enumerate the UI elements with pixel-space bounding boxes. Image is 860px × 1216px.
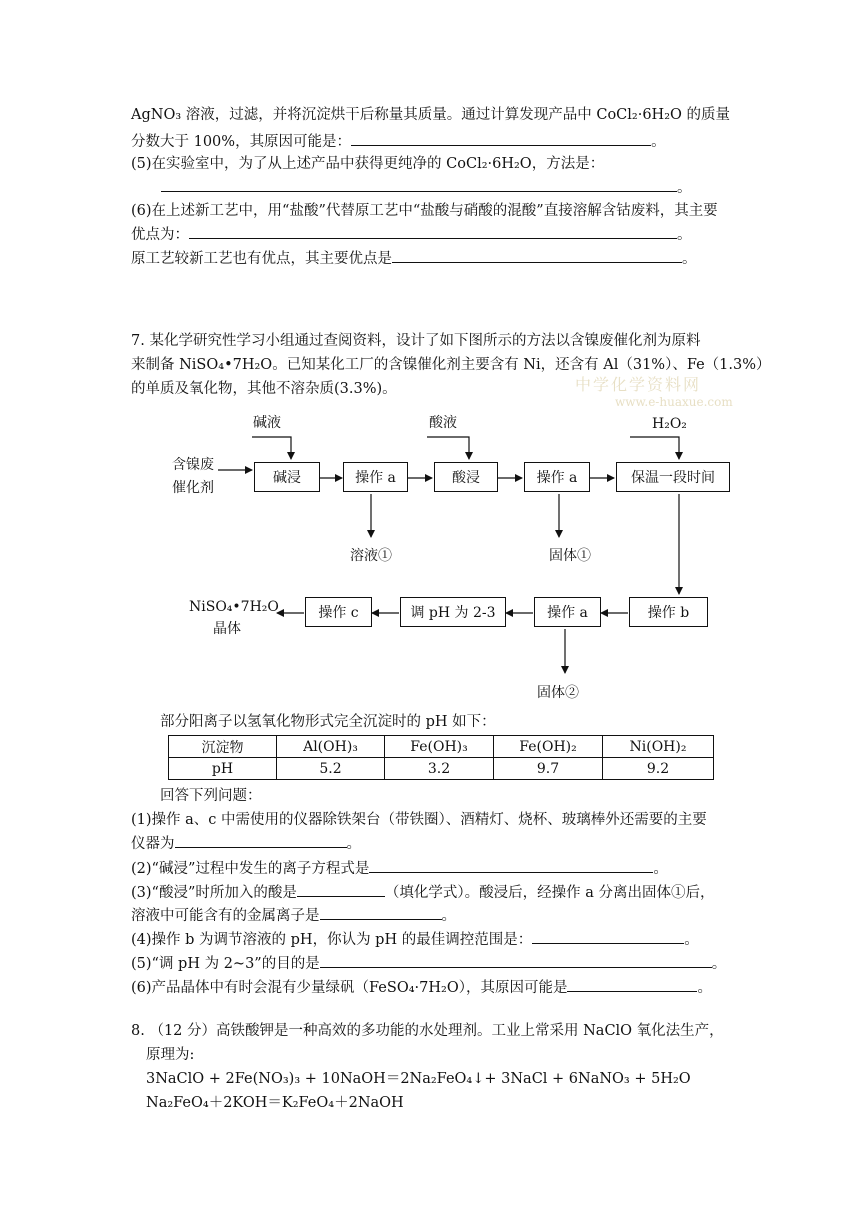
q8-equation-2: Na₂FeO₄＋2KOH＝K₂FeO₄＋2NaOH	[146, 1095, 404, 1111]
period: 。	[682, 251, 697, 267]
q6-line1: AgNO₃ 溶液，过滤，并将沉淀烘干后称量其质量。通过计算发现产品中 CoCl₂·6H₂O 的质量	[131, 107, 731, 123]
q7-sub1-line2	[131, 833, 361, 854]
table-row	[169, 758, 714, 780]
label-h2o2-input: H₂O₂	[652, 416, 687, 432]
label-solid-2: 固体②	[537, 685, 579, 701]
period: 。	[697, 980, 712, 996]
q7-answer-blank-3b[interactable]	[320, 905, 442, 920]
q7-intro-line3: 的单质及氧化物，其他不溶杂质(3.3%)。	[131, 381, 397, 397]
q7-sub6-text: (6)产品晶体中有时会混有少量绿矾（FeSO₄·7H₂O），其原因可能是	[131, 980, 568, 996]
label-product-1: NiSO₄•7H₂O	[189, 599, 279, 615]
q6-line2-text: 分数大于 100%，其原因可能是：	[131, 134, 352, 150]
q7-answer-blank-3a[interactable]	[297, 882, 385, 897]
table-header-cell: 沉淀物	[169, 736, 277, 758]
q7-sub6	[131, 977, 712, 998]
step-operation-c: 操作 c	[305, 597, 372, 627]
label-acid-input: 酸液	[429, 415, 457, 431]
period: 。	[651, 134, 666, 150]
q7-sub3-line2	[131, 905, 456, 926]
q7-sub3-line2-text: 溶液中可能含有的金属离子是	[131, 908, 320, 924]
q7-answer-blank-1[interactable]	[175, 833, 347, 848]
period: 。	[711, 956, 727, 972]
q7-sub2	[131, 858, 668, 879]
q7-sub3-middle: （填化学式）。酸浸后，经操作 a 分离出固体①后，	[384, 885, 715, 901]
table-cell: 3.2	[385, 758, 494, 780]
q7-sub1-line1: (1)操作 a、c 中需使用的仪器除铁架台（带铁圈）、酒精灯、烧杯、玻璃棒外还需要的主要	[131, 812, 707, 828]
q7-answer-blank-5[interactable]	[320, 953, 712, 968]
period: 。	[346, 836, 361, 852]
q7-sub1-text: 仪器为	[131, 836, 175, 852]
period: 。	[677, 227, 692, 243]
step-operation-a-2: 操作 a	[524, 462, 590, 492]
table-header-cell: Fe(OH)₃	[385, 736, 494, 758]
q6-line7-text: 原工艺较新工艺也有优点，其主要优点是	[131, 251, 392, 267]
q7-sub3	[131, 882, 715, 903]
q8-equation-1: 3NaClO + 2Fe(NO₃)₃ + 10NaOH＝2Na₂FeO₄↓+ 3NaCl + 6NaNO₃ + 5H₂O	[146, 1071, 691, 1087]
table-header-row	[169, 736, 714, 758]
label-start-material-1: 含镍废	[172, 457, 214, 473]
q7-sub2-text: (2)“碱浸”过程中发生的离子方程式是	[131, 861, 370, 877]
answer-prompt: 回答下列问题：	[160, 788, 262, 804]
table-cell: 5.2	[277, 758, 385, 780]
step-operation-b: 操作 b	[629, 597, 708, 627]
period: 。	[684, 932, 699, 948]
q6-line6-text: 优点为：	[131, 227, 189, 243]
q6-line5: (6)在上述新工艺中，用“盐酸”代替原工艺中“盐酸与硝酸的混酸”直接溶解含钴废料，其主要	[131, 203, 718, 219]
q7-sub5-text: (5)“调 pH 为 2~3”的目的是	[131, 956, 320, 972]
label-product-2: 晶体	[213, 621, 241, 637]
q7-intro-line2: 来制备 NiSO₄•7H₂O。已知某化工厂的含镍催化剂主要含有 Ni，还含有 Al（31%）、Fe（1.3%）	[131, 357, 771, 373]
q7-sub3-text: (3)“酸浸”时所加入的酸是	[131, 885, 297, 901]
q8-line2: 原理为:	[146, 1047, 195, 1063]
q7-answer-blank-6[interactable]	[567, 977, 697, 992]
table-cell: pH	[169, 758, 277, 780]
step-adjust-ph: 调 pH 为 2-3	[400, 597, 506, 627]
table-cell: 9.2	[603, 758, 714, 780]
period: 。	[441, 908, 456, 924]
q7-sub4-text: (4)操作 b 为调节溶液的 pH，你认为 pH 的最佳调控范围是：	[131, 932, 533, 948]
step-alkali-leach: 碱浸	[254, 462, 320, 492]
ph-table	[168, 735, 714, 780]
table-header-cell: Fe(OH)₂	[494, 736, 603, 758]
watermark-url: www.e-huaxue.com	[615, 395, 733, 409]
q7-sub4	[131, 929, 699, 950]
period: 。	[677, 180, 692, 196]
table-header-cell: Al(OH)₃	[277, 736, 385, 758]
q7-answer-blank-2[interactable]	[369, 858, 653, 873]
q7-answer-blank-4[interactable]	[532, 929, 684, 944]
table-header-cell: Ni(OH)₂	[603, 736, 714, 758]
label-solid-1: 固体①	[549, 548, 591, 564]
step-acid-leach: 酸浸	[434, 462, 498, 492]
label-solution-1: 溶液①	[350, 548, 392, 564]
period: 。	[653, 861, 668, 877]
step-operation-a-3: 操作 a	[534, 597, 601, 627]
table-caption: 部分阳离子以氢氧化物形式完全沉淀时的 pH 如下：	[160, 714, 496, 730]
step-operation-a-1: 操作 a	[343, 462, 408, 492]
watermark-text: 中学化学资料网	[575, 375, 702, 394]
q7-intro-line1: 7. 某化学研究性学习小组通过查阅资料，设计了如下图所示的方法以含镍废催化剂为原料	[131, 333, 701, 349]
table-cell: 9.7	[494, 758, 603, 780]
step-keep-warm: 保温一段时间	[616, 462, 730, 492]
label-start-material-2: 催化剂	[172, 480, 214, 496]
q8-line1: 8. （12 分）高铁酸钾是一种高效的多功能的水处理剂。工业上常采用 NaClO 氧化法生产，	[131, 1023, 724, 1039]
q7-sub5	[131, 953, 726, 974]
q6-line3: (5)在实验室中，为了从上述产品中获得更纯净的 CoCl₂·6H₂O，方法是：	[131, 156, 605, 172]
label-alkali-input: 碱液	[253, 415, 281, 431]
